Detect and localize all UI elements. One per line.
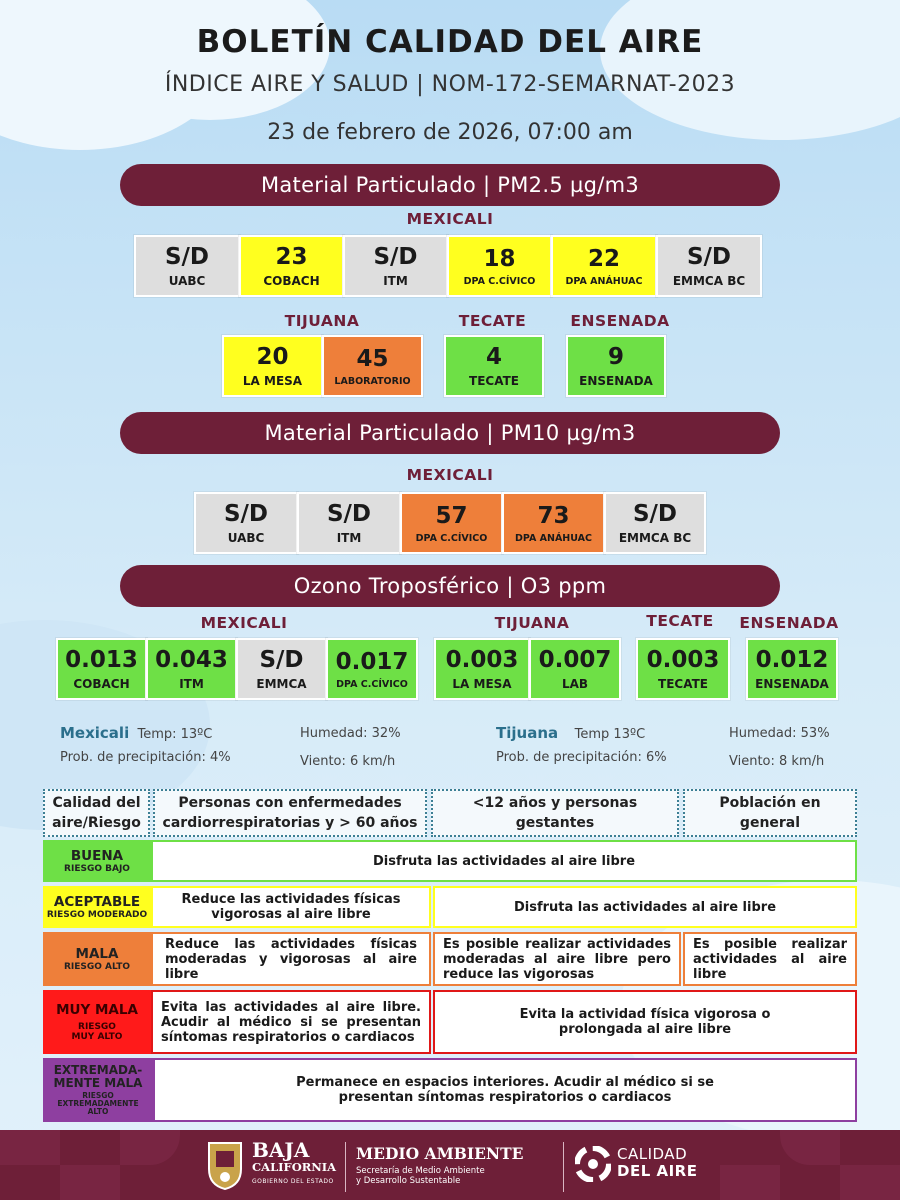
station-name: DPA ANÁHUAC — [515, 532, 592, 544]
station-value: S/D — [259, 647, 304, 673]
station-value: 20 — [256, 344, 289, 370]
station-name: COBACH — [73, 677, 130, 691]
station-value: 0.003 — [445, 647, 519, 673]
pm25-banner: Material Particulado | PM2.5 µg/m3 — [120, 164, 780, 206]
table-header-cardio: Personas con enfermedades cardiorrespiratorias y > 60 años — [153, 789, 427, 837]
station-value: S/D — [632, 501, 678, 527]
station-name: UABC — [168, 274, 206, 288]
table-header-general: Población en general — [683, 789, 857, 837]
station-value: S/D — [686, 244, 732, 270]
weather-precipitation: Prob. de precipitación: 4% — [60, 750, 231, 765]
level-risk: RIESGO BAJO — [64, 863, 130, 874]
station-name: UABC — [227, 531, 265, 545]
level-extremadamente-mala — [43, 1058, 153, 1122]
weather-wind: Viento: 6 km/h — [300, 754, 396, 769]
table-header-quality: Calidad del aire/Riesgo — [43, 789, 150, 837]
o3-tijuana-label: TIJUANA — [494, 614, 570, 632]
station-name: TECATE — [658, 677, 708, 691]
table-header-children: <12 años y personas gestantes — [431, 789, 679, 837]
pm25-station-dpa-civico — [447, 235, 552, 297]
level-buena — [43, 840, 151, 882]
station-value: 73 — [537, 502, 570, 529]
level-aceptable — [43, 886, 151, 928]
station-name: EMMCA — [256, 677, 307, 691]
pm25-station-la-mesa — [222, 335, 323, 397]
station-value: 9 — [607, 344, 624, 370]
page-title: BOLETÍN CALIDAD DEL AIRE — [196, 24, 704, 60]
station-name: ENSENADA — [755, 677, 829, 691]
pm10-mexicali-label: MEXICALI — [406, 466, 494, 484]
state-name-line1: BAJA — [252, 1138, 310, 1162]
pm25-mexicali-label: MEXICALI — [406, 210, 494, 228]
o3-banner: Ozono Troposférico | O3 ppm — [120, 565, 780, 607]
station-name: ITM — [179, 677, 204, 691]
pm10-station-dpa-civico — [400, 492, 503, 554]
station-name: ITM — [383, 274, 408, 288]
brand-line-1: CALIDAD — [617, 1145, 688, 1163]
weather-tijuana-header — [496, 724, 645, 742]
level-name: MUY MALA — [56, 1001, 138, 1018]
page-subtitle: ÍNDICE AIRE Y SALUD | NOM-172-SEMARNAT-2023 — [164, 72, 736, 97]
level-name: ACEPTABLE — [53, 893, 141, 910]
cloud-decoration — [600, 0, 900, 140]
footer-separator — [345, 1142, 346, 1192]
level-risk: RIESGO ALTO — [63, 961, 131, 972]
pm10-station-itm — [297, 492, 401, 554]
level-mala — [43, 932, 151, 986]
o3-mexicali-label: MEXICALI — [200, 614, 288, 632]
level-name: MALA — [75, 945, 119, 962]
station-value: 45 — [356, 345, 389, 372]
station-value: 18 — [483, 245, 516, 272]
station-name: DPA C.CÍVICO — [415, 532, 488, 544]
pm25-station-tecate — [444, 335, 544, 397]
recommendation-mala-sensitive: Reduce las actividades físicas moderadas y vigorosas al aire libre — [151, 932, 431, 986]
station-value: S/D — [164, 244, 210, 270]
station-name: LA MESA — [242, 374, 303, 388]
o3-ensenada-label: ENSENADA — [739, 614, 839, 632]
recommendation-muy-mala-sensitive: Evita las actividades al aire libre. Acudir al médico si se presentan síntomas respiratorios o cardiacos — [151, 990, 431, 1054]
pm25-station-ensenada — [566, 335, 666, 397]
o3-station-tecate — [636, 638, 730, 700]
o3-station-la-mesa — [434, 638, 530, 700]
weather-precipitation: Prob. de precipitación: 6% — [496, 750, 667, 765]
recommendation-mala-general: Es posible realizar actividades al aire libre — [683, 932, 857, 986]
station-name: COBACH — [263, 274, 320, 288]
station-value: 23 — [275, 244, 308, 270]
level-name: BUENA — [70, 847, 124, 864]
station-name: ITM — [336, 531, 362, 545]
station-value: 0.012 — [755, 647, 829, 673]
station-name: LAB — [561, 677, 589, 691]
pm25-tecate-label: TECATE — [458, 312, 527, 330]
bulletin-datetime: 23 de febrero de 2026, 07:00 am — [267, 120, 633, 145]
station-name: TECATE — [469, 374, 519, 388]
level-risk: RIESGO EXTREMADAMENTE ALTO — [57, 1091, 139, 1116]
station-name: LA MESA — [452, 677, 512, 691]
recommendation-buena-all: Disfruta las actividades al aire libre — [151, 840, 857, 882]
footer-bar — [0, 1130, 900, 1200]
weather-temperature: Temp: 13ºC — [137, 727, 213, 742]
level-risk: RIESGO MODERADO — [46, 909, 148, 920]
station-name: EMMCA BC — [618, 531, 692, 545]
weather-mexicali-header — [60, 724, 212, 742]
station-name: DPA C.CÍVICO — [463, 275, 536, 287]
station-name: DPA C.CÍVICO — [336, 678, 408, 690]
station-value: S/D — [223, 501, 269, 527]
state-government: GOBIERNO DEL ESTADO — [252, 1178, 334, 1185]
pm25-ensenada-label: ENSENADA — [570, 312, 670, 330]
station-value: 0.017 — [335, 648, 409, 675]
pm25-station-itm — [343, 235, 448, 297]
station-value: 0.007 — [538, 647, 612, 673]
level-name: EXTREMADA-MENTE MALA — [53, 1063, 143, 1090]
level-muy-mala — [43, 990, 151, 1054]
station-value: 0.013 — [65, 647, 138, 673]
station-value: 4 — [485, 344, 502, 370]
footer-separator — [563, 1142, 564, 1192]
weather-humidity: Humedad: 53% — [729, 726, 830, 741]
weather-wind: Viento: 8 km/h — [729, 754, 825, 769]
department-subtitle-1: Secretaría de Medio Ambiente — [356, 1166, 485, 1176]
pm10-station-emmca — [604, 492, 706, 554]
pm25-station-laboratorio — [322, 335, 423, 397]
station-value: 0.043 — [155, 647, 228, 673]
pm10-banner: Material Particulado | PM10 µg/m3 — [120, 412, 780, 454]
o3-station-emmca — [236, 638, 327, 700]
station-name: DPA ANÁHUAC — [565, 275, 643, 287]
level-risk: RIESGO MUY ALTO — [71, 1021, 123, 1042]
pm10-station-dpa-anahuac — [502, 492, 605, 554]
department-subtitle-2: y Desarrollo Sustentable — [356, 1176, 461, 1186]
station-value: 57 — [435, 502, 468, 529]
o3-station-itm — [146, 638, 237, 700]
pm10-station-uabc — [194, 492, 298, 554]
weather-city-name: Mexicali — [60, 724, 130, 742]
recommendation-muy-mala-rest: Evita la actividad física vigorosa o prolongada al aire libre — [433, 990, 857, 1054]
recommendation-aceptable-sensitive: Reduce las actividades físicas vigorosas al aire libre — [151, 886, 431, 928]
air-quality-logo-icon — [575, 1146, 611, 1182]
station-value: 22 — [587, 245, 620, 272]
pm25-station-emmca — [656, 235, 762, 297]
o3-station-cobach — [56, 638, 147, 700]
station-value: 0.003 — [646, 647, 720, 673]
o3-station-dpa-civico — [326, 638, 418, 700]
state-name-line2: CALIFORNIA — [252, 1160, 337, 1174]
station-name: ENSENADA — [579, 374, 653, 388]
o3-station-ensenada — [746, 638, 838, 700]
department-title: MEDIO AMBIENTE — [356, 1144, 524, 1163]
weather-temperature: Temp 13ºC — [574, 727, 646, 742]
station-name: EMMCA BC — [672, 274, 746, 288]
weather-city-name: Tijuana — [496, 724, 559, 742]
station-value: S/D — [373, 244, 418, 270]
o3-station-lab — [529, 638, 621, 700]
pm25-station-cobach — [239, 235, 344, 297]
recommendation-mala-children: Es posible realizar actividades moderadas al aire libre pero reduce las vigorosas — [433, 932, 681, 986]
o3-tecate-label: TECATE — [646, 612, 714, 630]
pm25-tijuana-label: TIJUANA — [284, 312, 360, 330]
recommendation-aceptable-rest: Disfruta las actividades al aire libre — [433, 886, 857, 928]
pm25-station-uabc — [134, 235, 240, 297]
recommendation-extrema-all: Permanece en espacios interiores. Acudir al médico si se presentan síntomas respiratorios o cardiacos — [153, 1058, 857, 1122]
station-value: S/D — [326, 501, 372, 527]
brand-line-2: DEL AIRE — [617, 1162, 698, 1180]
coat-of-arms-icon — [205, 1139, 245, 1191]
station-name: LABORATORIO — [334, 375, 411, 387]
weather-humidity: Humedad: 32% — [300, 726, 401, 741]
pm25-station-dpa-anahuac — [551, 235, 657, 297]
